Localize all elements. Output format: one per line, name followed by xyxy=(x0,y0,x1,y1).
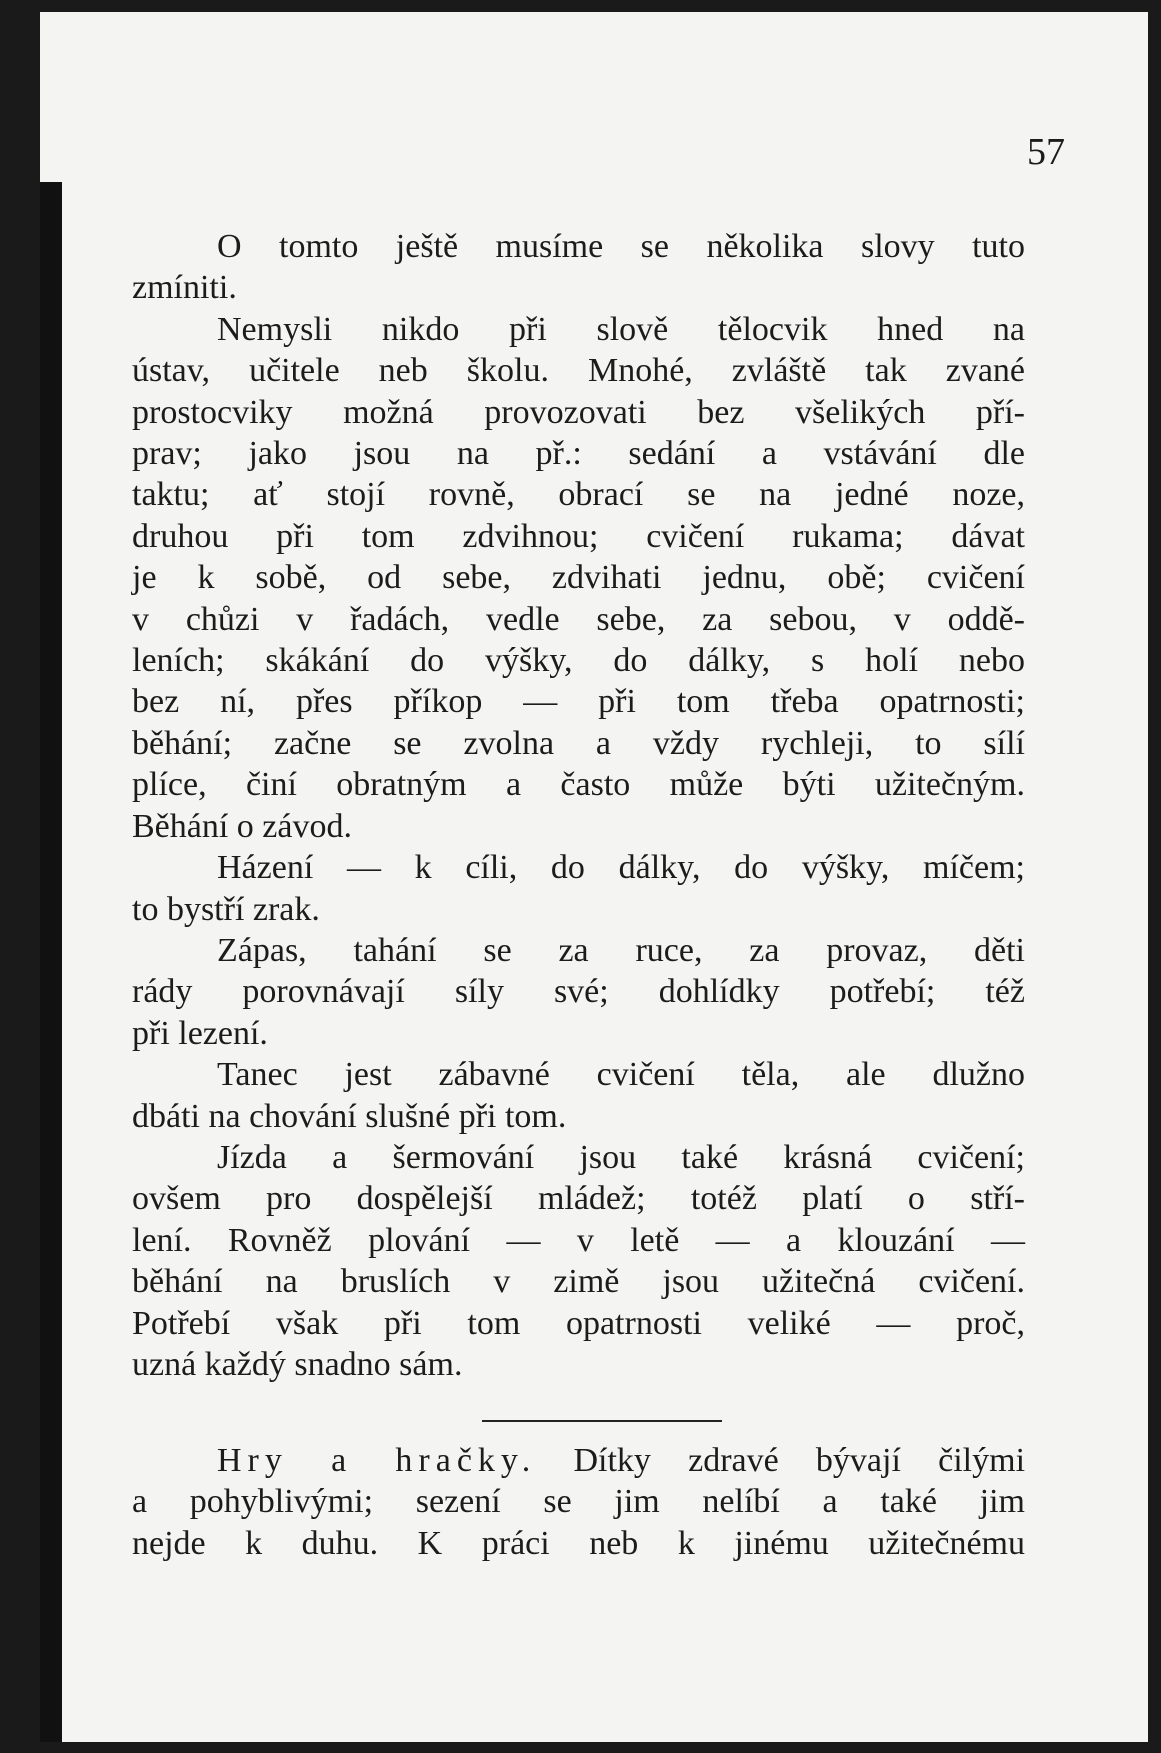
text-line: při lezení. xyxy=(132,1014,268,1052)
text-line: nejde k duhu. K práci neb k jinému užitečnému xyxy=(132,1524,1025,1562)
text-line: ústav, učitele neb školu. Mnohé, zvláště tak zvané xyxy=(132,352,1025,390)
section-first-line xyxy=(132,1440,1025,1481)
book-page xyxy=(40,12,1148,1742)
text-line: Nemysli nikdo při slově tělocvik hned na xyxy=(217,310,1025,348)
text-line: Tanec jest zábavné cvičení těla, ale dlužno xyxy=(217,1056,1025,1094)
text-line: běhání; začne se zvolna a vždy rychleji, to sílí xyxy=(132,724,1025,762)
text-line: taktu; ať stojí rovně, obrací se na jedné noze, xyxy=(132,476,1025,514)
text-line: plíce, činí obratným a často může býti užitečným. xyxy=(132,766,1025,804)
body-text xyxy=(132,226,1025,1385)
text-line: to bystří zrak. xyxy=(132,890,320,928)
text-line: rády porovnávají síly své; dohlídky potřebí; též xyxy=(132,973,1025,1011)
text-line: prostocviky možná provozovati bez všelikých pří- xyxy=(132,393,1025,431)
text-line: prav; jako jsou na př.: sedání a vstávání dle xyxy=(132,435,1025,473)
section-text xyxy=(132,1440,1025,1564)
page-number: 57 xyxy=(1027,131,1065,173)
text-line: Běhání o závod. xyxy=(132,807,352,845)
text-line: bez ní, přes příkop — při tom třeba opatrnosti; xyxy=(132,683,1025,721)
text-line: leních; skákání do výšky, do dálky, s holí nebo xyxy=(132,642,1025,680)
text-line: zmíniti. xyxy=(132,269,237,307)
section-heading: Hry a hračky. xyxy=(217,1442,537,1479)
text-line: je k sobě, od sebe, zdvihati jednu, obě; cvičení xyxy=(132,559,1025,597)
text-line: dbáti na chování slušné při tom. xyxy=(132,1097,567,1135)
text-line: O tomto ještě musíme se několika slovy tuto xyxy=(217,228,1025,265)
text-line: Jízda a šermování jsou také krásná cvičení; xyxy=(217,1138,1025,1176)
section-divider xyxy=(482,1420,722,1422)
text-line: a pohyblivými; sezení se jim nelíbí a také jim xyxy=(132,1483,1025,1521)
text-line: uzná každý snadno sám. xyxy=(132,1345,463,1383)
text-line: v chůzi v řadách, vedle sebe, za sebou, v oddě- xyxy=(132,600,1025,638)
scan-edge-shadow xyxy=(40,182,62,1742)
text-line: druhou při tom zdvihnou; cvičení rukama; dávat xyxy=(132,517,1025,555)
text-line: Házení — k cíli, do dálky, do výšky, míčem; xyxy=(217,849,1025,887)
section-first-line-rest: Dítky zdravé bývají čilými xyxy=(573,1442,1026,1479)
text-line: Potřebí však při tom opatrnosti veliké — proč, xyxy=(132,1304,1025,1342)
text-line: běhání na bruslích v zimě jsou užitečná cvičení. xyxy=(132,1263,1025,1301)
text-line: ovšem pro dospělejší mládež; totéž platí o stří- xyxy=(132,1180,1025,1218)
text-line: lení. Rovněž plování — v letě — a klouzání — xyxy=(132,1221,1025,1259)
text-line: Zápas, tahání se za ruce, za provaz, děti xyxy=(217,931,1025,969)
